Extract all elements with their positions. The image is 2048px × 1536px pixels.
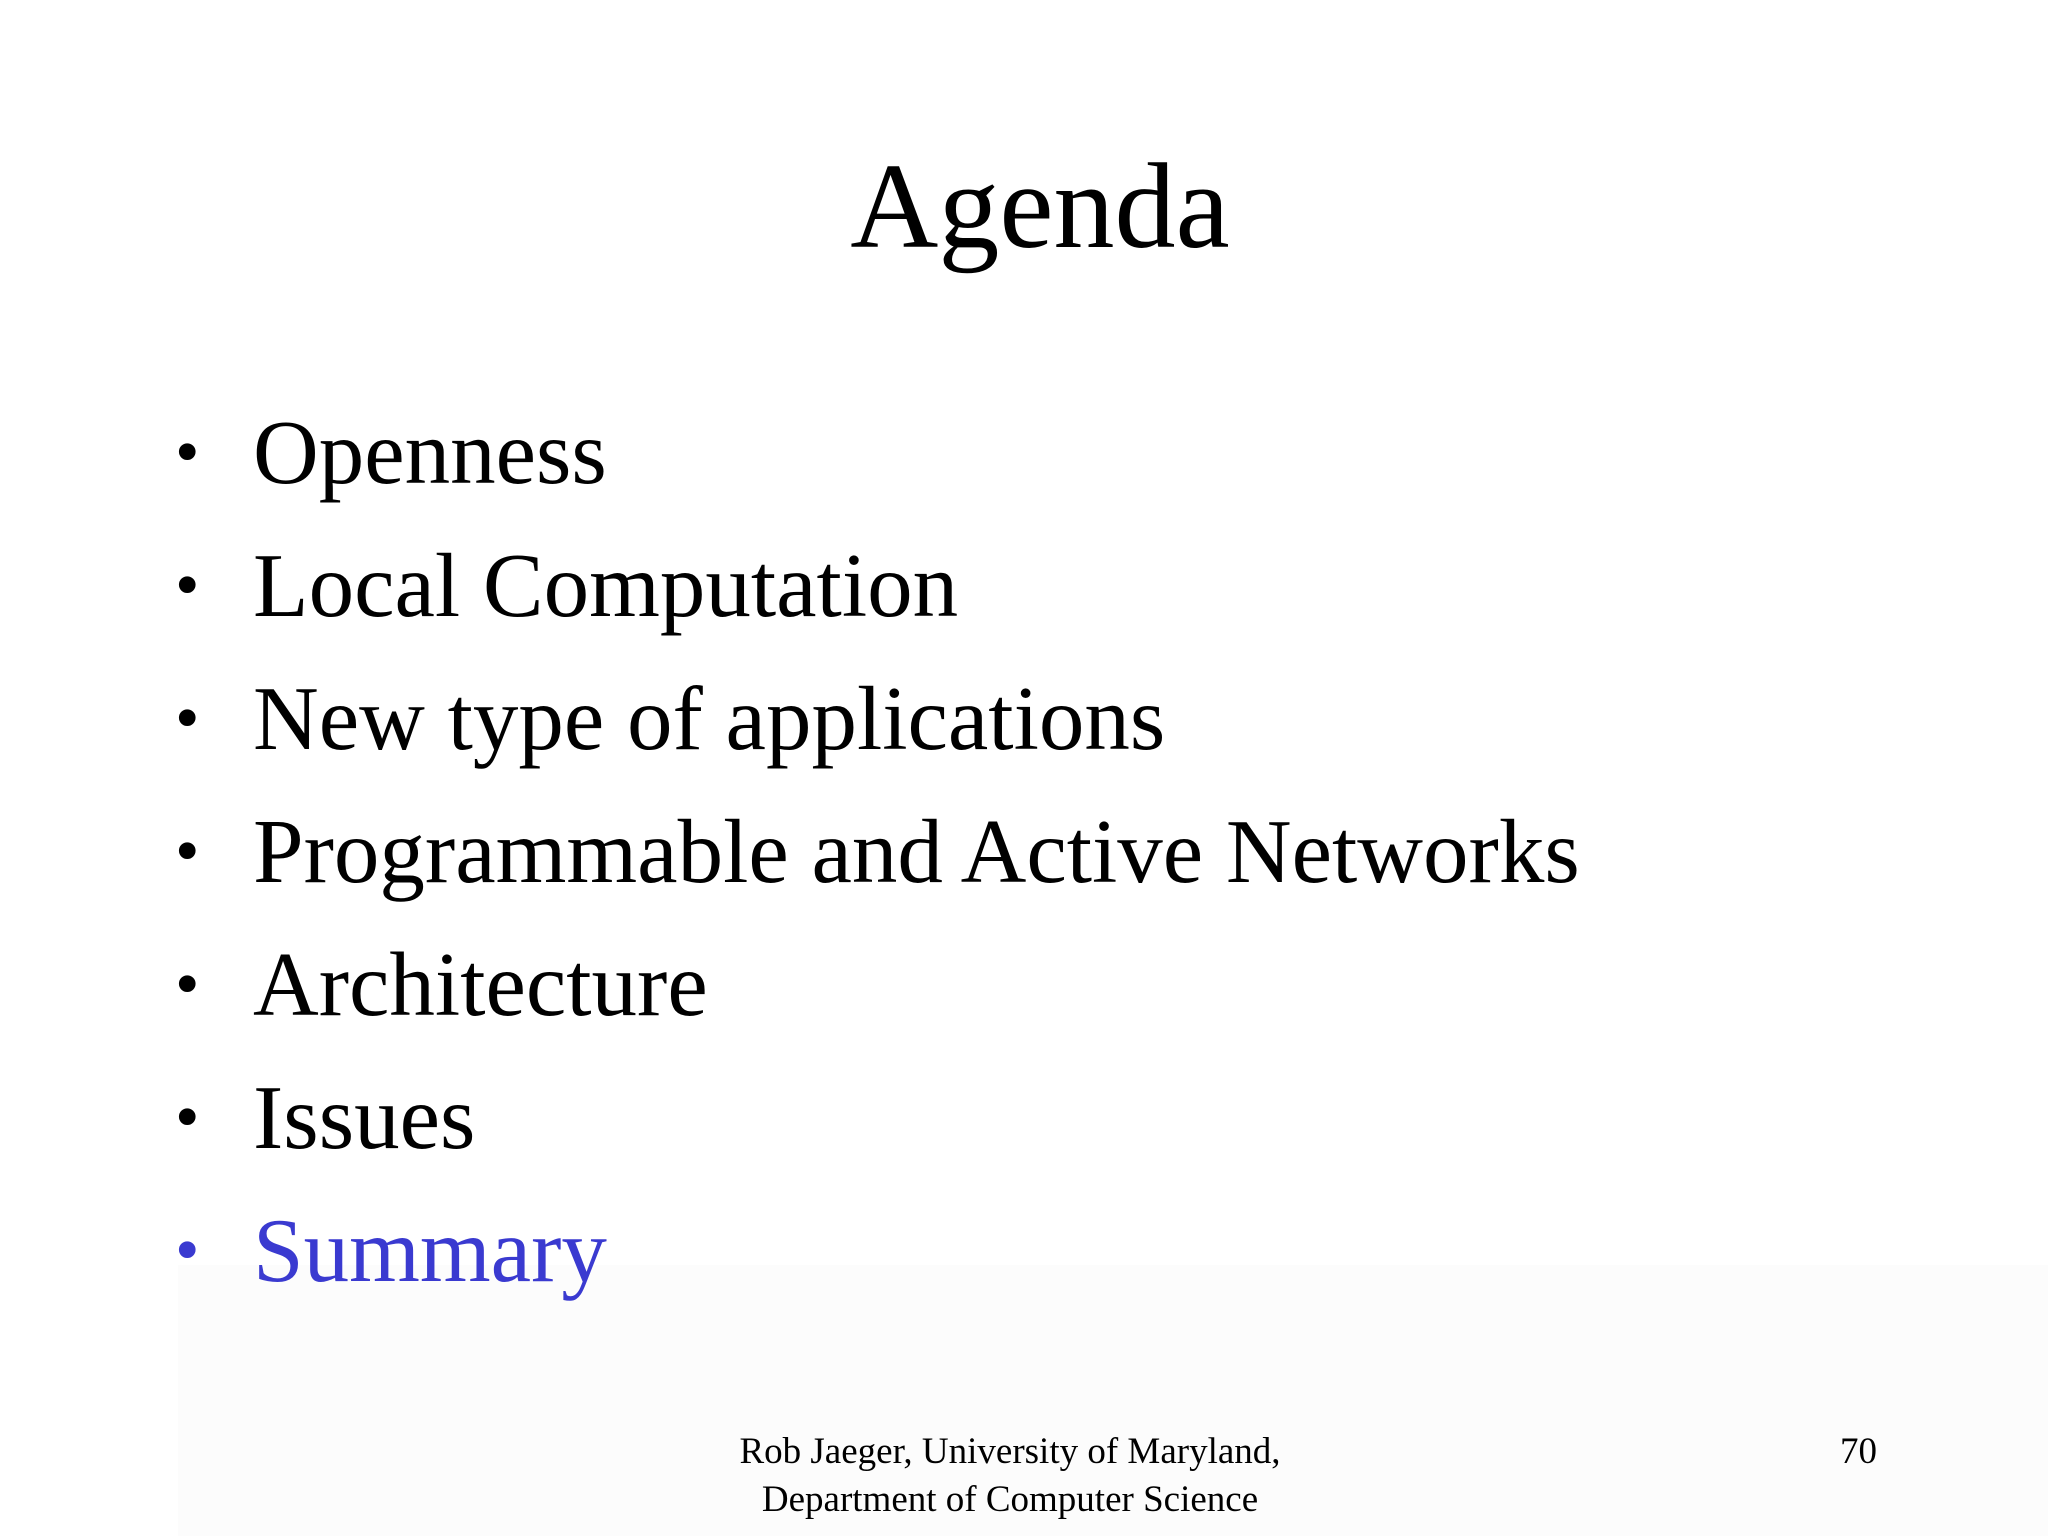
slide-footer xyxy=(700,1428,1320,1524)
page-number: 70 xyxy=(1840,1431,1877,1472)
bullet-icon: • xyxy=(175,680,200,757)
agenda-item-label: Summary xyxy=(253,1200,607,1301)
footer-author-line: Rob Jaeger, University of Maryland, xyxy=(739,1431,1281,1472)
agenda-item-label: Issues xyxy=(253,1067,476,1168)
agenda-item-label: Programmable and Active Networks xyxy=(253,801,1580,902)
agenda-item-label: Openness xyxy=(253,402,607,503)
bullet-icon: • xyxy=(175,414,200,491)
agenda-item-label: Local Computation xyxy=(253,535,959,636)
agenda-item-label: Architecture xyxy=(253,934,708,1035)
footer-department-line: Department of Computer Science xyxy=(761,1479,1259,1520)
slide-title: Agenda xyxy=(850,139,1230,274)
bullet-icon: • xyxy=(175,547,200,624)
bullet-icon: • xyxy=(175,946,200,1023)
bullet-icon: • xyxy=(175,1079,200,1156)
agenda-item-label: New type of applications xyxy=(253,668,1166,769)
bullet-icon: • xyxy=(175,1212,200,1289)
bullet-icon: • xyxy=(175,813,200,890)
